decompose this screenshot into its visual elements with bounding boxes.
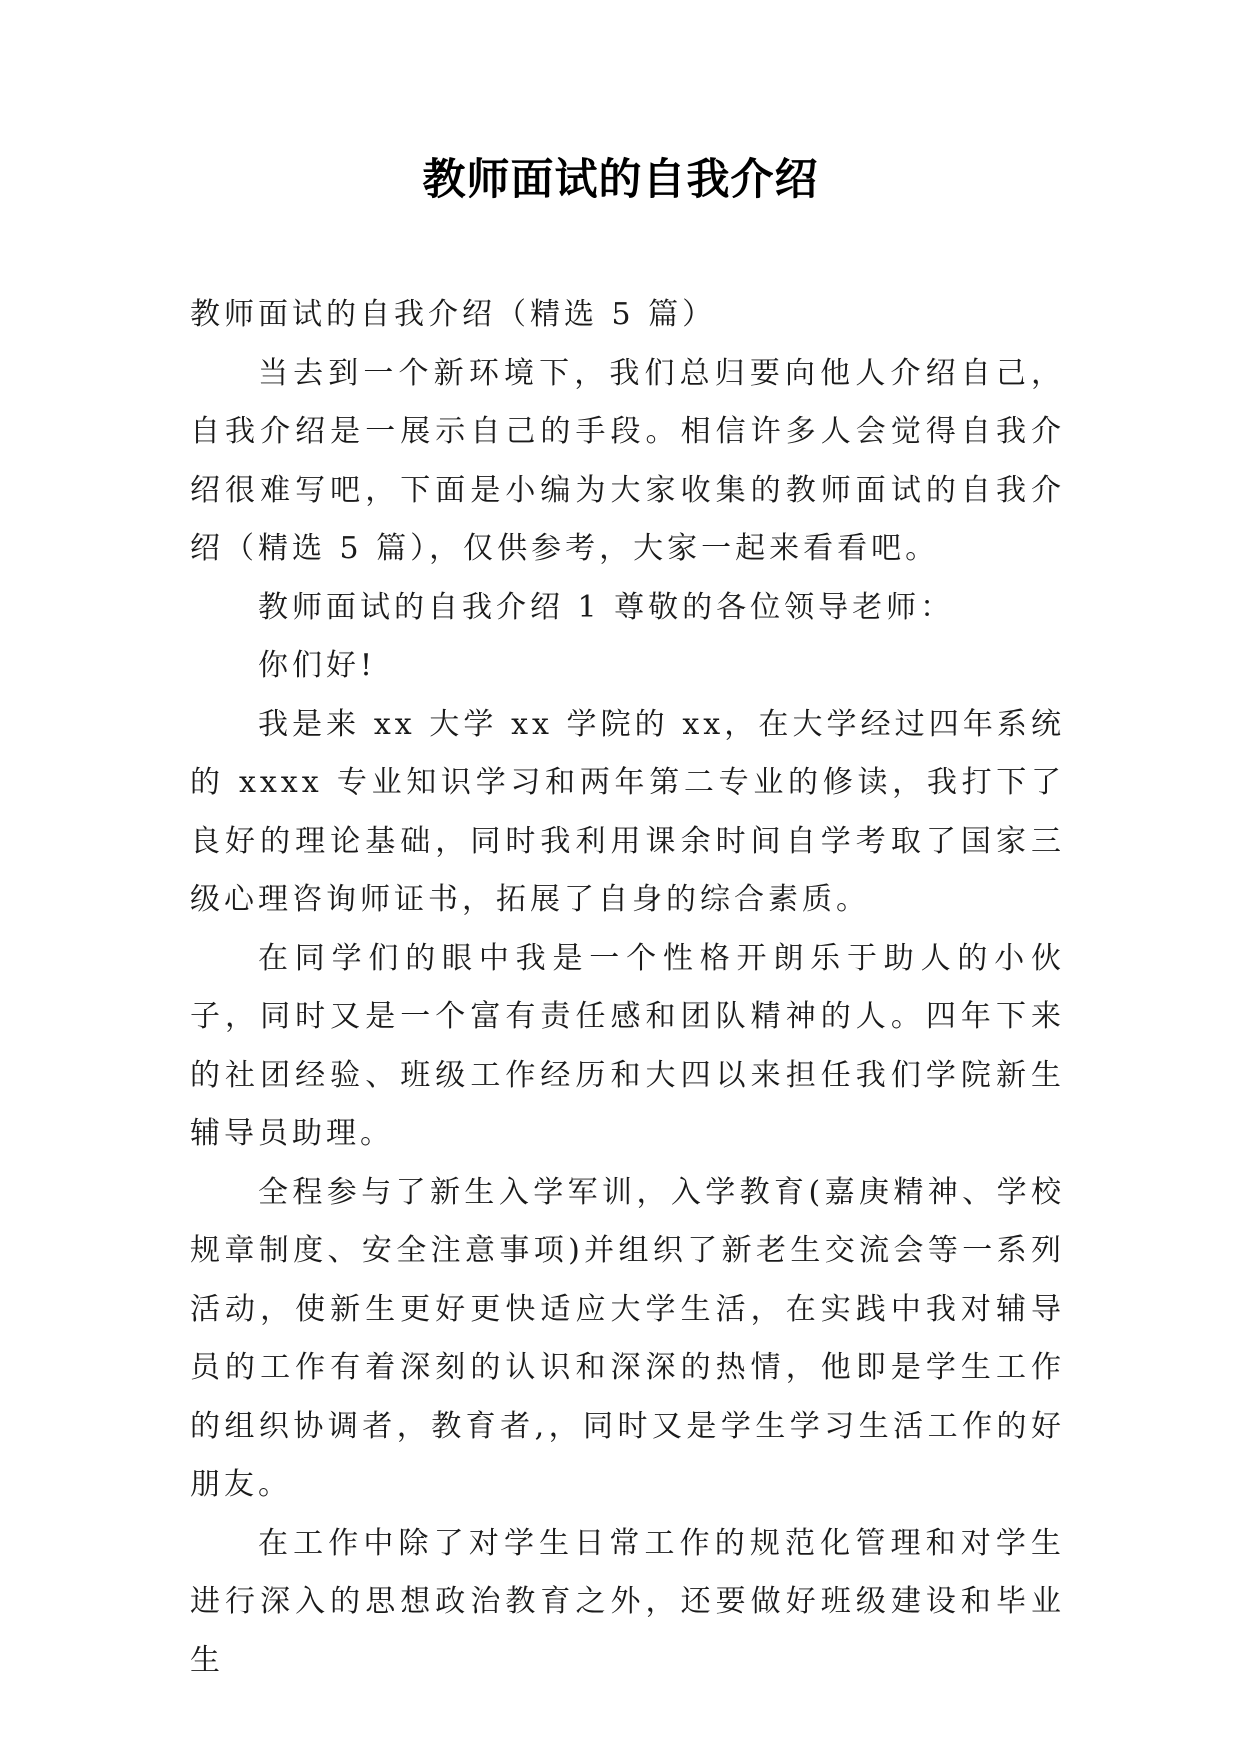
body-paragraph: 全程参与了新生入学军训，入学教育(嘉庚精神、学校规章制度、安全注意事项)并组织了新老生交流会等一系列活动，使新生更好更快适应大学生活，在实践中我对辅导员的工作有着深刻的认识和深深的热情，他即是学生工作的组织协调者，教育者,，同时又是学生学习生活工作的好朋友。 — [190, 1174, 1065, 1502]
body-paragraph: 在工作中除了对学生日常工作的规范化管理和对学生进行深入的思想政治教育之外，还要做好班级建设和毕业生 — [190, 1525, 1065, 1678]
document-title: 教师面试的自我介绍 — [422, 155, 819, 205]
body-paragraph: 教师面试的自我介绍 1 尊敬的各位领导老师： — [258, 589, 955, 625]
body-paragraph: 在同学们的眼中我是一个性格开朗乐于助人的小伙子，同时又是一个富有责任感和团队精神的人。四年下来的社团经验、班级工作经历和大四以来担任我们学院新生辅导员助理。 — [190, 940, 1065, 1151]
document-body — [190, 286, 1065, 1690]
body-paragraph: 你们好! — [258, 648, 377, 683]
body-paragraph: 我是来 xx 大学 xx 学院的 xx，在大学经过四年系统的 xxxx 专业知识学习和两年第二专业的修读，我打下了良好的理论基础，同时我利用课余时间自学考取了国家三级心理咨询师证书，拓展了自身的综合素质。 — [190, 706, 1065, 917]
body-paragraph: 当去到一个新环境下，我们总归要向他人介绍自己，自我介绍是一展示自己的手段。相信许多人会觉得自我介绍很难写吧，下面是小编为大家收集的教师面试的自我介绍（精选 5 篇），仅供参考，大家一起来看看吧。 — [190, 355, 1065, 566]
subtitle-paragraph: 教师面试的自我介绍（精选 5 篇） — [190, 297, 717, 332]
